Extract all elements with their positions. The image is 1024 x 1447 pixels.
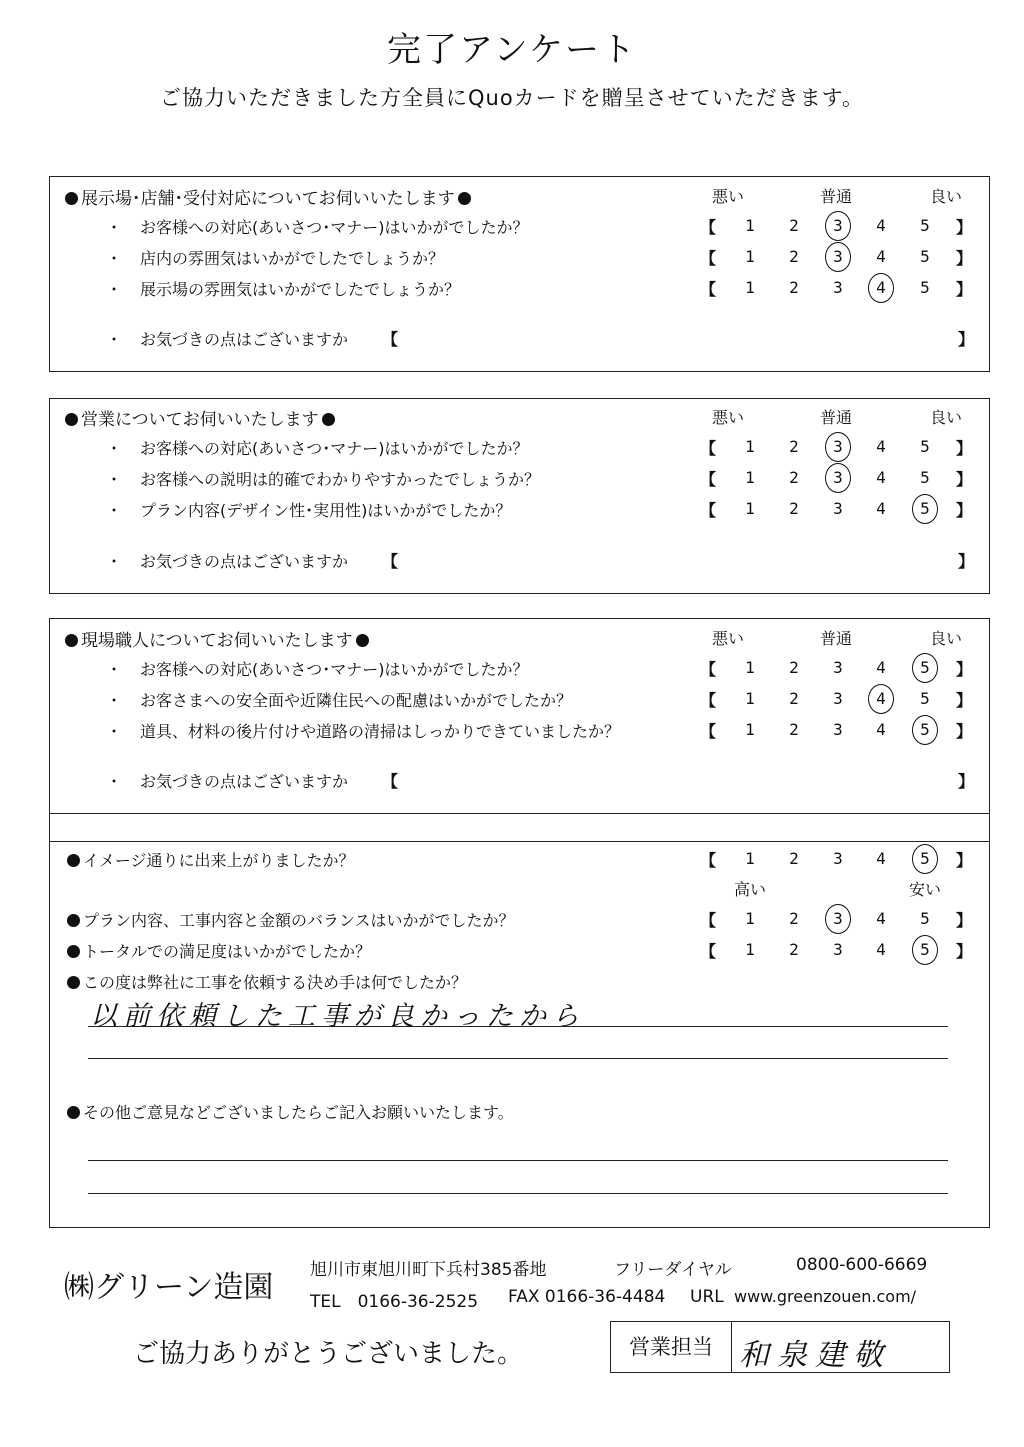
rating-option-4[interactable]: 4	[876, 247, 886, 266]
question-text: ・ お客様への対応(あいさつ･マナー)はいかがでしたか？	[106, 439, 529, 458]
rating-scale[interactable]	[700, 244, 972, 270]
rating-option-1[interactable]: 1	[745, 499, 755, 518]
rating-option-5[interactable]: 5	[920, 437, 930, 456]
bracket-close: 】	[956, 942, 973, 961]
bracket-close: 】	[956, 851, 973, 870]
bullet-dot-icon	[65, 413, 78, 426]
rating-option-1[interactable]: 1	[745, 468, 755, 487]
scale-label-normal: 普通	[820, 187, 853, 206]
question-total-satisfaction: トータルでの満足度はいかがでしたか？	[64, 939, 371, 962]
answer-line	[88, 1160, 948, 1161]
rating-option-4[interactable]: 4	[876, 909, 886, 928]
bracket-close: 】	[956, 249, 973, 268]
sales-staff-name: 和泉建敬	[739, 1338, 891, 1373]
scale-label-good: 良い	[930, 408, 963, 427]
rating-option-2[interactable]: 2	[789, 720, 799, 739]
scale-label-normal: 普通	[820, 629, 853, 648]
rating-option-5[interactable]: 5	[920, 468, 930, 487]
rating-scale[interactable]	[700, 906, 972, 932]
rating-option-1[interactable]: 1	[745, 909, 755, 928]
rating-option-4[interactable]: 4	[876, 849, 886, 868]
question-price-balance: プラン内容、工事内容と金額のバランスはいかがでしたか？	[64, 908, 515, 931]
rating-option-3[interactable]: 3	[828, 216, 848, 235]
bullet-dot-icon	[322, 413, 335, 426]
rating-option-5[interactable]: 5	[915, 658, 935, 677]
bracket-close: 】	[956, 501, 973, 520]
rating-option-4[interactable]: 4	[876, 940, 886, 959]
sales-staff-label: 営業担当	[611, 1322, 732, 1372]
bracket-open: 【	[700, 851, 717, 870]
scale-label-bad: 悪い	[712, 408, 745, 427]
rating-option-2[interactable]: 2	[789, 849, 799, 868]
thanks-message: ご協力ありがとうございました。	[133, 1339, 524, 1369]
bracket-close: 】	[956, 691, 973, 710]
rating-option-1[interactable]: 1	[745, 247, 755, 266]
rating-option-2[interactable]: 2	[789, 909, 799, 928]
rating-option-1[interactable]: 1	[745, 940, 755, 959]
question-text: ・ お客様への対応(あいさつ･マナー)はいかがでしたか？	[106, 660, 529, 679]
comment-prompt: ・ お気づきの点はございますか 【	[106, 552, 399, 571]
rating-option-3[interactable]: 3	[833, 499, 843, 518]
bracket-close: 】	[956, 911, 973, 930]
comment-prompt: ・ お気づきの点はございますか 【	[106, 330, 399, 349]
bracket-close: 】	[956, 280, 973, 299]
rating-option-3[interactable]: 3	[828, 468, 848, 487]
scale-label-bad: 悪い	[712, 629, 745, 648]
bracket-open: 【	[700, 942, 717, 961]
rating-scale[interactable]	[700, 465, 972, 491]
bullet-dot-icon	[65, 634, 78, 647]
bracket-open: 【	[700, 249, 717, 268]
rating-option-5[interactable]: 5	[920, 247, 930, 266]
rating-option-5[interactable]: 5	[920, 278, 930, 297]
rating-option-5[interactable]: 5	[915, 720, 935, 739]
bracket-open: 【	[700, 280, 717, 299]
bullet-dot-icon	[67, 914, 80, 927]
bullet-dot-icon	[67, 1106, 80, 1119]
answer-line	[88, 1193, 948, 1194]
question-image-result: イメージ通りに出来上がりましたか？	[64, 848, 355, 871]
section-heading-craftsmen: 現場職人についてお伺いいたします	[62, 626, 372, 651]
company-logo: ㈱グリーン造園	[64, 1270, 274, 1305]
question-text: ・ お客様への対応(あいさつ･マナー)はいかがでしたか？	[106, 218, 529, 237]
rating-option-1[interactable]: 1	[745, 437, 755, 456]
rating-scale[interactable]	[700, 846, 972, 872]
tel-number: TEL 0166-36-2525	[310, 1292, 479, 1312]
rating-option-1[interactable]: 1	[745, 849, 755, 868]
rating-option-4[interactable]: 4	[876, 499, 886, 518]
url-label: URL	[690, 1287, 724, 1307]
bracket-open: 【	[700, 218, 717, 237]
bracket-close: 】	[956, 470, 973, 489]
bracket-open: 【	[700, 501, 717, 520]
rating-scale[interactable]	[700, 686, 972, 712]
company-url[interactable]: www.greenzouen.com/	[734, 1287, 917, 1306]
answer-line	[88, 1026, 948, 1027]
rating-option-3[interactable]: 3	[828, 437, 848, 456]
rating-option-5[interactable]: 5	[915, 849, 935, 868]
scale-label-cheap: 安い	[909, 880, 942, 899]
rating-option-5[interactable]: 5	[920, 216, 930, 235]
rating-option-1[interactable]: 1	[745, 689, 755, 708]
scale-label-bad: 悪い	[712, 187, 745, 206]
sales-staff-box	[610, 1321, 950, 1373]
rating-option-4[interactable]: 4	[876, 720, 886, 739]
scale-label-normal: 普通	[820, 408, 853, 427]
rating-option-5[interactable]: 5	[920, 909, 930, 928]
rating-option-1[interactable]: 1	[745, 216, 755, 235]
rating-scale[interactable]	[700, 496, 972, 522]
comment-bracket-close: 】	[958, 330, 975, 349]
rating-option-4[interactable]: 4	[876, 437, 886, 456]
bracket-open: 【	[700, 470, 717, 489]
scale-label-high: 高い	[734, 880, 767, 899]
company-address: 旭川市東旭川町下兵村385番地	[310, 1260, 547, 1280]
rating-option-2[interactable]: 2	[789, 216, 799, 235]
scale-label-good: 良い	[930, 629, 963, 648]
rating-scale[interactable]	[700, 434, 972, 460]
rating-option-3[interactable]: 3	[833, 689, 843, 708]
rating-scale[interactable]	[700, 717, 972, 743]
section-heading-sales: 営業についてお伺いいたします	[62, 405, 338, 430]
rating-option-4[interactable]: 4	[876, 658, 886, 677]
rating-option-4[interactable]: 4	[876, 468, 886, 487]
bullet-dot-icon	[67, 976, 80, 989]
freedial-label: フリーダイヤル	[614, 1260, 732, 1280]
rating-option-4[interactable]: 4	[871, 689, 891, 708]
bracket-open: 【	[700, 691, 717, 710]
question-text: ・ 展示場の雰囲気はいかがでしたでしょうか？	[106, 280, 461, 299]
rating-option-3[interactable]: 3	[833, 278, 843, 297]
freedial-number: 0800-600-6669	[796, 1255, 928, 1275]
bracket-close: 】	[956, 218, 973, 237]
rating-option-4[interactable]: 4	[876, 216, 886, 235]
bracket-open: 【	[700, 722, 717, 741]
rating-option-5[interactable]: 5	[915, 940, 935, 959]
bullet-dot-icon	[67, 854, 80, 867]
survey-subtitle: ご協力いただきました方全員にQuoカードを贈呈させていただきます。	[159, 86, 864, 110]
rating-option-2[interactable]: 2	[789, 499, 799, 518]
section-divider	[49, 813, 990, 814]
rating-option-3[interactable]: 3	[833, 940, 843, 959]
section-heading-showroom: 展示場･店舗･受付対応についてお伺いいたします	[62, 184, 474, 209]
section-divider	[49, 841, 990, 842]
rating-option-5[interactable]: 5	[915, 499, 935, 518]
question-other-comments: その他ご意見などございましたらご記入お願いいたします。	[64, 1100, 514, 1123]
scale-label-good: 良い	[930, 187, 963, 206]
rating-scale[interactable]	[700, 937, 972, 963]
bracket-close: 】	[956, 660, 973, 679]
question-text: ・ 店内の雰囲気はいかがでしたでしょうか？	[106, 249, 445, 268]
bracket-open: 【	[700, 439, 717, 458]
rating-option-3[interactable]: 3	[828, 909, 848, 928]
bracket-close: 】	[956, 439, 973, 458]
answer-line	[88, 1058, 948, 1059]
bracket-open: 【	[700, 660, 717, 679]
rating-option-2[interactable]: 2	[789, 940, 799, 959]
question-text: ・ お客様への説明は的確でわかりやすかったでしょうか？	[106, 470, 541, 489]
bullet-dot-icon	[65, 192, 78, 205]
rating-option-1[interactable]: 1	[745, 658, 755, 677]
comment-bracket-close: 】	[958, 552, 975, 571]
bullet-dot-icon	[458, 192, 471, 205]
comment-prompt: ・ お気づきの点はございますか 【	[106, 772, 399, 791]
fax-number: FAX 0166-36-4484	[508, 1287, 666, 1307]
rating-option-2[interactable]: 2	[789, 437, 799, 456]
survey-title: 完了アンケート	[387, 30, 637, 70]
rating-option-2[interactable]: 2	[789, 468, 799, 487]
rating-scale[interactable]	[700, 655, 972, 681]
rating-option-3[interactable]: 3	[833, 720, 843, 739]
rating-option-2[interactable]: 2	[789, 689, 799, 708]
rating-option-2[interactable]: 2	[789, 247, 799, 266]
question-deciding-factor: この度は弊社に工事を依頼する決め手は何でしたか？	[64, 970, 467, 993]
rating-option-2[interactable]: 2	[789, 278, 799, 297]
bullet-dot-icon	[67, 945, 80, 958]
question-text: ・ プラン内容(デザイン性･実用性)はいかがでしたか？	[106, 501, 512, 520]
rating-option-3[interactable]: 3	[833, 658, 843, 677]
bullet-dot-icon	[356, 634, 369, 647]
rating-option-3[interactable]: 3	[833, 849, 843, 868]
question-text: ・ 道具、材料の後片付けや道路の清掃はしっかりできていましたか？	[106, 722, 621, 741]
rating-option-3[interactable]: 3	[828, 247, 848, 266]
rating-option-4[interactable]: 4	[871, 278, 891, 297]
bracket-close: 】	[956, 722, 973, 741]
question-text: ・ お客さまへの安全面や近隣住民への配慮はいかがでしたか？	[106, 691, 573, 710]
rating-option-5[interactable]: 5	[920, 689, 930, 708]
handwritten-answer[interactable]: 以前依頼した工事が良かったから	[90, 1001, 585, 1032]
rating-scale[interactable]	[700, 275, 972, 301]
comment-bracket-close: 】	[958, 772, 975, 791]
rating-option-1[interactable]: 1	[745, 720, 755, 739]
bracket-open: 【	[700, 911, 717, 930]
rating-scale[interactable]	[700, 213, 972, 239]
rating-option-2[interactable]: 2	[789, 658, 799, 677]
rating-option-1[interactable]: 1	[745, 278, 755, 297]
